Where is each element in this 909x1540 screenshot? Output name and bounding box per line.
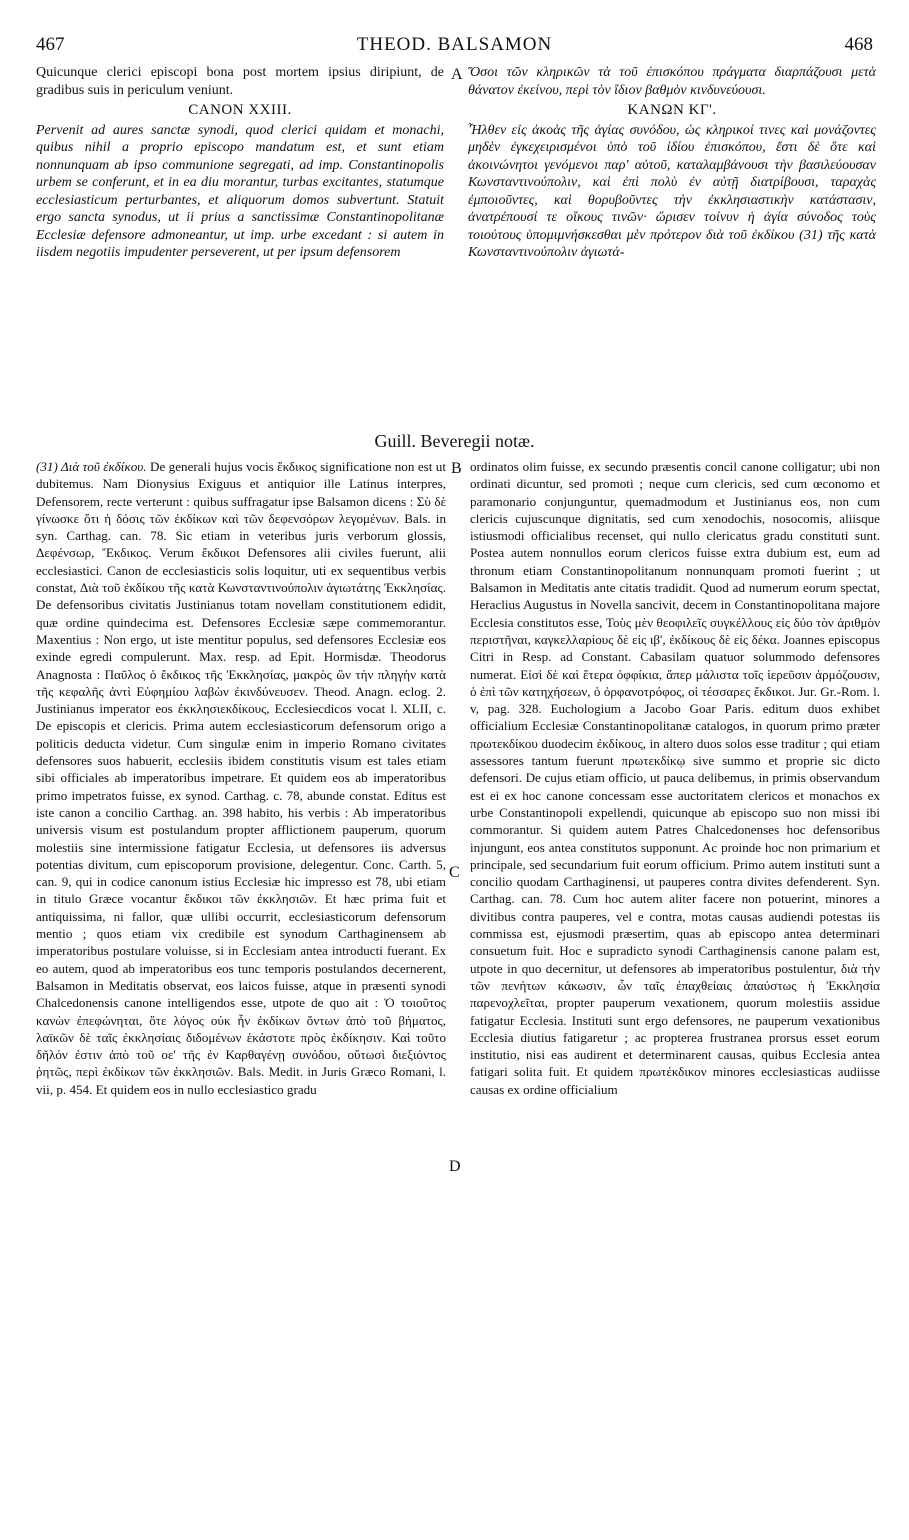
notes-right-column <box>470 458 880 1520</box>
notes-left-column <box>36 458 446 1520</box>
greek-canon-text: Ἦλθεν εἰς ἀκοὰς τῆς ἁγίας συνόδου, ὡς κληρικοί τινες καὶ μονάζοντες μηδὲν ἐγκεχειρισμένοι ὑπὸ τοῦ ἰδίου ἐπισκόπου, ἔστι δὲ ὅτε καὶ ἀκοινώνητοι γενόμενοι παρ' αὐτοῦ, καταλαμβάνουσι τὴν βασιλεύουσαν Κωνσταντινούπολιν, καὶ ἐπὶ πολὺ ἐν αὐτῇ διατρίβουσι, ταραχὰς ἐμποιοῦντες, καὶ θορυβοῦντες τὴν ἐκκλησιαστικὴν κατάστασιν, ἀνατρέπουσί τε οἴκους τινῶν· ὥρισεν τοίνυν ἡ ἁγία σύνοδος τοὺς τοιούτους ὑπομιμνήσκεσθαι μὲν πρότερον διὰ τοῦ ἐκδίκου (31) τῆς κατὰ Κωνσταντινούπολιν ἁγιωτά- <box>468 122 876 260</box>
latin-canon-title: CANON XXIII. <box>188 102 292 118</box>
running-header <box>36 34 873 58</box>
greek-canon-title: ΚΑΝΩΝ ΚΓ'. <box>627 102 717 118</box>
greek-intro: Ὅσοι τῶν κληρικῶν τὰ τοῦ ἐπισκόπου πράγματα διαρπάζουσι μετὰ θάνατον ἐκείνου, περὶ τὸν ἴδιον βαθμὸν κινδυνεύουσι. <box>468 65 876 98</box>
margin-letter-d: D <box>449 1158 461 1175</box>
page-number-right: 468 <box>844 34 873 55</box>
margin-letter-c: C <box>449 864 460 881</box>
latin-canon-text: Pervenit ad aures sanctæ synodi, quod clerici quidam et monachi, quibus nihil a proprio episcopo mandatum est, et sunt etiam nonnunquam ab ipso communione segregati, ad imp. Constantinopolis urbem se conferunt, et in ea diu morantur, turbas excitantes, statumque ecclesiasticum perturbantes, et aliquorum domos subvertunt. Statuit ergo sancta synodus, ut ii prius a sanctissimæ Constantinopolitanæ Ecclesiæ defensore admoneantur, ut imp. urbe excedant : si autem in iisdem negotiis impudenter perseverent, ut per ipsum defensorem <box>36 122 444 260</box>
running-title: THEOD. BALSAMON <box>356 34 553 55</box>
note-lead: (31) Διὰ τοῦ ἐκδίκου. <box>36 459 147 474</box>
latin-intro: Quicunque clerici episcopi bona post mortem ipsius diripiunt, de gradibus suis in periculum veniunt. <box>36 65 444 98</box>
margin-letter-a: A <box>451 66 463 83</box>
page-number-left: 467 <box>36 34 65 55</box>
margin-letter-b: B <box>451 460 462 477</box>
greek-canon-column <box>468 64 876 416</box>
note-paragraph <box>36 458 446 1098</box>
latin-canon-column <box>36 64 444 416</box>
note-text-left: De generali hujus vocis ἔκδικος significatione non est ut dubitemus. Nam Dionysius Exiguus et antiquior ille Latinus interpres, Defensorem, recte verterunt : quibus suffragatur ipse Balsamon dicens : Σὺ δὲ γίνωσκε ὅτι ἡ δόσις τῶν ἐκδίκων καὶ τῶν δεφενσόρων λεγομένων. Bals. in syn. Carthag. can. 78. Sic etiam in veteribus juris verborum glossis, Δεφένσωρ, Ἔκδικος. Verum ἔκδικοι Defensores alii civiles fuerunt, alii ecclesiastici. Canon de ecclesiasticis solis loquitur, uti ex sequentibus verbis constat, Διὰ τοῦ ἐκδίκου τῆς κατὰ Κωνσταντινούπολιν ἁγιωτάτης Ἐκκλησίας. De defensoribus civitatis Justinianus totam novellam constitutionem edidit, quæ ordine quindecima est. Defensores Ecclesiæ sæpe commemorantur. Maxentius : Non ergo, ut iste mentitur populus, sed defensores Ecclesiæ eos exinde egredi compulerunt. Max. resp. ad Epit. Hormisdæ. Theodorus Anagnosta : Παῦλος ὁ ἔκδικος τῆς Ἐκκλησίας, μακρὸς ὢν τὴν πληγὴν κατὰ τῆς κεφαλῆς ἀντὶ Εὐφημίου λαβὼν ἐκινδύνευσεν. Theod. Anagn. eclog. 2. Justinianus imperator eos ἐκκλησιεκδίκους, Ecclesiecdicos vocat l. XLII, c. De episcopis et clericis. Prima autem ecclesiasticorum defensorum origo a politicis deducta videtur. Cum singulæ enim in imperio Romano civitates defensores suos habuerit, ecclesiis ibidem constitutis visum est tales etiam sibi officiales ab imperatoribus impetrare. Et quidem eos ab imperatoribus primo impetratos fuisse, ex synod. Carthag. c. 78, abunde constat. Editus est iste canon a concilio Carthag. an. 398 habito, his verbis : Ab imperatoribus universis visum est postulandum propter afflictionem pauperum, quorum molestiis sine intermissione fatigatur Ecclesia, ut defensores iis adversus potentias divitum, cum episcoporum provisione, delegentur. Conc. Carth. 5, can. 9, qui in codice canonum istius Ecclesiæ hic impresso est 78, ubi etiam in titulo Græce vocantur ἔκδικοι τῶν ἐκκλησιῶν. Et hæc prima fuit et antiquissima, ni fallor, quæ ullibi occurrit, ecclesiasticorum defensorum mentio ; quos etiam vix credibile est synodum Carthaginensem ab imperatoribus postulare voluisse, si in Ecclesiam antea introducti fuerant. Ex eo autem, quod ab imperatoribus eos tunc temporis postulandos decernerent, Balsamon in Meditatis observat, eos laicos fuisse, atque in præsenti synodi Chalcedonensis canone intelligendos esse, utpote de quo ait : Ὁ τοιοῦτος κανὼν ἐπεφώνηται, ὅτε λόγος οὐκ ἦν ἐκδίκων ὄντων ἀπὸ τοῦ βήματος, λαϊκῶν δὲ ταῖς ἐκκλησίαις διδομένων ἑκάστοτε πρὸς ἐκδίκησιν. Καὶ τοῦτο δῆλόν ἐστιν ἀπὸ τοῦ οε' τῆς ἐν Καρθαγένῃ συνόδου, οὕτωσὶ διεξιόντος ῥητῶς, περὶ ἐκδίκων τῶν ἐκκλησιῶν. Bals. Medit. in Juris Græco Romani, l. vii, p. 454. Et quidem eos in nullo ecclesiastico gradu <box>36 459 446 1097</box>
note-text-right: ordinatos olim fuisse, ex secundo præsentis concil canone colligatur; ubi non ordinati dicuntur, sed promoti ; neque cum clericis, sed cum œconomo et paramonario conjunguntur, quemadmodum et Justinianus eos, non cum clericis cujuscunque dignitatis, sed cum xenodochis, nosocomis, aliisque istiusmodi officialibus recenset, qui nullo clericatus gradu constituti sunt. Postea autem nonnullos eorum clericos fuisse extra dubium est, eum ad thronum etiam Constantinopolitanum nonnunquam promoti fuerint ; ut Balsamon in Meditatis ante citatis tradidit. Quod ad numerum eorum spectat, Heraclius Augustus in Novella sancivit, decem in Constantinopolitana majore Ecclesia constitutos esse, Τοὺς μὲν θεοφιλεῖς συγκέλλους εἰς δύο τὸν ἀριθμὸν περιστῆναι, καγκελλαρίους δὲ εἰς ιβ', ἐκδίκους δὲ εἰς δέκα. Joannes episcopus Citri in Resp. ad Constant. Cabasilam quatuor solummodo defensores numerat. Εἰσὶ δὲ καὶ ἕτερα ὀφφίκια, ἅπερ μάλιστα τοῖς ἱερεῦσιν ἁρμόζουσιν, ὁ ἐπὶ τῶν κατηχήσεων, ὁ ὀρφανοτρόφος, οἱ τέσσαρες ἔκδικοι. Jur. Gr.-Rom. l. v, pag. 328. Euchologium a Jacobo Goar Paris. editum duos exhibet officialium Ecclesiæ Constantinopolitanæ catalogos, in quorum primo præter πρωτεκδίκου duodecim ἐκδίκους, in altero duos solos esse traditur ; qui etiam assessores tantum fuerunt πρωτεκδίκῳ sive summo et proprie sic dicto defensori. De cujus etiam officio, ut pauca delibemus, in primis observandum est ei ex hoc canone concessam esse auctoritatem clericos et monachos ex urbe Constantinopoli expellendi, quicunque ab episcopo suo non missi ibi commorantur. Si quidem autem Patres Chalcedonenses hoc defensoribus injungunt, eos antea constitutos supponunt. Ac proinde hoc non primarium et principale, sed secundarium fuit eorum officium. Primo autem instituti sunt a concilio quodam Carthaginensi, ut pauperes contra divites defenderent. Syn. Carthag. can. 78. Cum hoc autem aliter facere non potuerint, minores a divitibus contra pauperes, vel e contra, motas causas audiendi potestas iis commissa est, ejusmodi præsertim, quas ab episcopo antea determinari consuetum fuit. Hoc e supradicto synodi Carthaginensis canone palam est, utpote in quo decernitur, ut defensores ab imperatoribus postulentur, διὰ τὴν τῶν πενήτων κάκωσιν, ὧν ταῖς ἐπαχθείαις ἀπαύστως ἡ Ἐκκλησία παρενοχλεῖται, propter pauperum vexationem, quorum molestiis assidue fatigatur Ecclesia. Instituti sunt ergo defensores, ne pauperum vexationibus Ecclesia diutius fatigaretur ; ac propterea frustranea prorsus esset eorum institutio, nisi eas audirent et determinarent causas, quibus Ecclesia antea fatigari solita fuit. Et quidem πρωτέκδικον minores ecclesiasticas audiisse causas ex ordine officialium <box>470 459 880 1097</box>
notes-heading: Guill. Beveregii notæ. <box>374 431 535 451</box>
